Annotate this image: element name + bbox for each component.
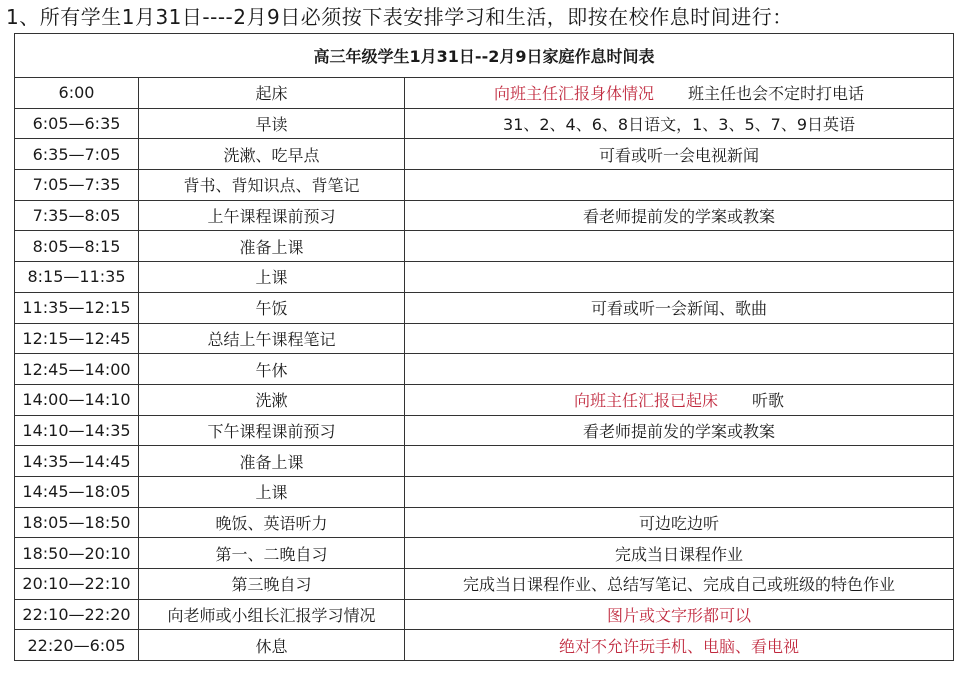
note-text: 班主任也会不定时打电话 [688,84,865,104]
activity-cell: 准备上课 [139,231,405,262]
note-cell [405,507,954,538]
time-cell: 20:10—22:10 [15,569,139,600]
schedule-body [15,78,954,661]
table-row [15,415,954,446]
table-row [15,384,954,415]
note-text: 可看或听一会电视新闻 [599,145,760,165]
note-cell [405,170,954,201]
schedule-table [14,33,954,661]
time-cell: 8:15—11:35 [15,262,139,293]
note-cell [405,476,954,507]
table-row [15,292,954,323]
note-text: 看老师提前发的学案或教案 [583,207,776,227]
note-text: 看老师提前发的学案或教案 [583,421,776,441]
activity-cell: 午饭 [139,292,405,323]
activity-cell: 上午课程课前预习 [139,200,405,231]
note-cell [405,630,954,661]
note-cell [405,569,954,600]
activity-cell: 晚饭、英语听力 [139,507,405,538]
table-row [15,569,954,600]
activity-cell: 上课 [139,262,405,293]
note-cell [405,446,954,477]
activity-cell: 早读 [139,108,405,139]
time-cell: 6:35—7:05 [15,139,139,170]
note-cell [405,415,954,446]
note-cell [405,200,954,231]
time-cell: 18:05—18:50 [15,507,139,538]
highlighted-note: 图片或文字形都可以 [607,606,752,626]
time-cell: 6:05—6:35 [15,108,139,139]
time-cell: 7:05—7:35 [15,170,139,201]
table-row [15,507,954,538]
time-cell: 12:15—12:45 [15,323,139,354]
table-row [15,354,954,385]
time-cell: 22:20—6:05 [15,630,139,661]
note-text: 完成当日课程作业 [615,544,744,564]
highlighted-note: 向班主任汇报身体情况 [493,84,654,104]
table-row [15,446,954,477]
time-cell: 6:00 [15,78,139,109]
activity-cell: 洗漱、吃早点 [139,139,405,170]
table-row [15,200,954,231]
note-cell [405,384,954,415]
note-text: 可看或听一会新闻、歌曲 [591,299,768,319]
table-row [15,139,954,170]
table-title: 高三年级学生1月31日--2月9日家庭作息时间表 [15,34,954,78]
note-cell [405,262,954,293]
activity-cell: 起床 [139,78,405,109]
time-cell: 14:00—14:10 [15,384,139,415]
time-cell: 7:35—8:05 [15,200,139,231]
time-cell: 14:45—18:05 [15,476,139,507]
table-row [15,262,954,293]
note-text: 可边吃边听 [639,513,720,533]
table-row [15,231,954,262]
time-cell: 14:10—14:35 [15,415,139,446]
note-text: 完成当日课程作业、总结写笔记、完成自己或班级的特色作业 [463,575,896,595]
time-cell: 12:45—14:00 [15,354,139,385]
table-row [15,538,954,569]
activity-cell: 上课 [139,476,405,507]
note-cell [405,231,954,262]
time-cell: 22:10—22:20 [15,599,139,630]
activity-cell: 背书、背知识点、背笔记 [139,170,405,201]
note-text: 听歌 [752,391,785,411]
table-row [15,476,954,507]
page-heading: 1、所有学生1月31日----2月9日必须按下表安排学习和生活，即按在校作息时间进行： [6,5,793,29]
activity-cell: 第三晚自习 [139,569,405,600]
note-cell [405,538,954,569]
table-row [15,599,954,630]
time-cell: 14:35—14:45 [15,446,139,477]
time-cell: 18:50—20:10 [15,538,139,569]
note-cell [405,292,954,323]
activity-cell: 午休 [139,354,405,385]
table-row [15,78,954,109]
table-row [15,323,954,354]
note-cell [405,599,954,630]
highlighted-note: 向班主任汇报已起床 [573,391,718,411]
activity-cell: 总结上午课程笔记 [139,323,405,354]
highlighted-note: 绝对不允许玩手机、电脑、看电视 [559,636,800,656]
table-row [15,630,954,661]
note-text: 31、2、4、6、8日语文，1、3、5、7、9日英语 [503,115,855,135]
activity-cell: 向老师或小组长汇报学习情况 [139,599,405,630]
activity-cell: 第一、二晚自习 [139,538,405,569]
time-cell: 11:35—12:15 [15,292,139,323]
table-row [15,170,954,201]
table-title-row [15,34,954,78]
activity-cell: 准备上课 [139,446,405,477]
note-cell [405,78,954,109]
note-cell [405,354,954,385]
activity-cell: 下午课程课前预习 [139,415,405,446]
activity-cell: 洗漱 [139,384,405,415]
note-cell [405,139,954,170]
activity-cell: 休息 [139,630,405,661]
time-cell: 8:05—8:15 [15,231,139,262]
note-cell [405,108,954,139]
table-row [15,108,954,139]
note-cell [405,323,954,354]
